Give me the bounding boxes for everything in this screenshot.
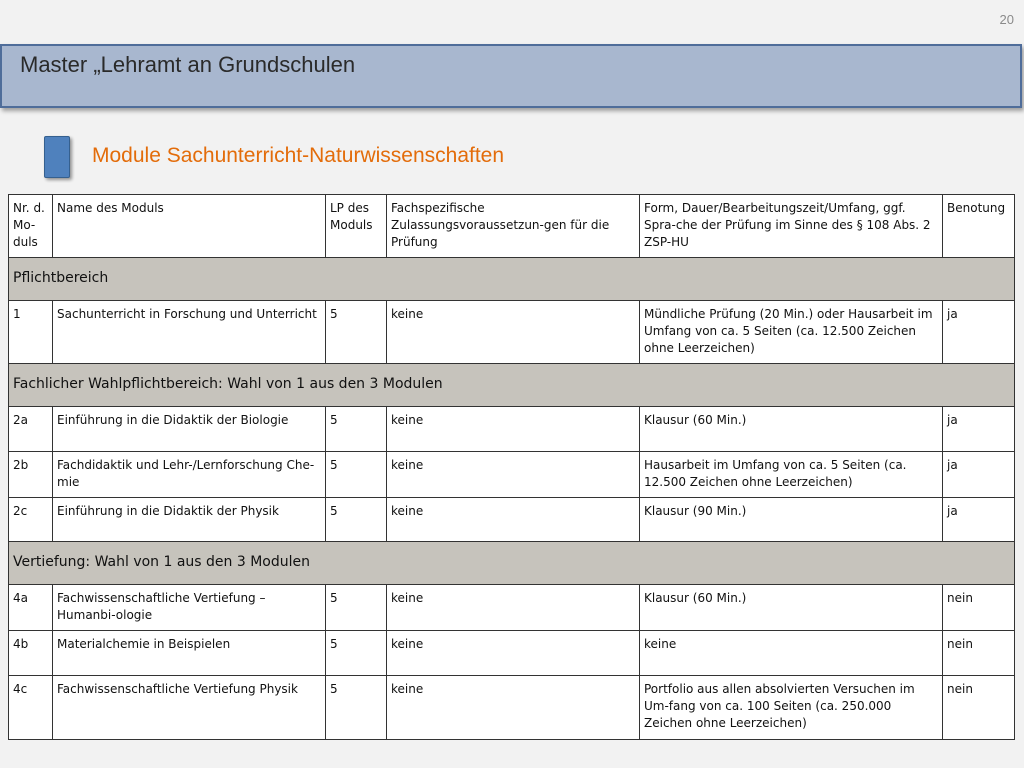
header-zulassung: Fachspezifische Zulassungsvoraussetzun-gen für die Prüfung: [387, 195, 640, 258]
slide-subtitle: Module Sachunterricht-Naturwissenschaften: [92, 144, 505, 167]
cell-nr: 4c: [9, 676, 53, 740]
cell-name: Materialchemie in Beispielen: [53, 631, 326, 676]
cell-name: Fachdidaktik und Lehr-/Lernforschung Che-mie: [53, 452, 326, 498]
section-title: Pflichtbereich: [9, 258, 1015, 301]
cell-lp: 5: [326, 585, 387, 631]
header-form: Form, Dauer/Bearbeitungszeit/Umfang, ggf. Spra-che der Prüfung im Sinne des § 108 Abs. 2 ZSP-HU: [640, 195, 943, 258]
cell-form: Klausur (90 Min.): [640, 498, 943, 542]
cell-form: Hausarbeit im Umfang von ca. 5 Seiten (ca. 12.500 Zeichen ohne Leerzeichen): [640, 452, 943, 498]
cell-zulassung: keine: [387, 452, 640, 498]
cell-lp: 5: [326, 452, 387, 498]
cell-name: Fachwissenschaftliche Vertiefung Physik: [53, 676, 326, 740]
cell-nr: 1: [9, 301, 53, 364]
table-row: [9, 676, 1015, 740]
header-nr: Nr. d. Mo-duls: [9, 195, 53, 258]
cell-lp: 5: [326, 676, 387, 740]
cell-form: keine: [640, 631, 943, 676]
table-header-row: [9, 195, 1015, 258]
cell-zulassung: keine: [387, 301, 640, 364]
section-row: [9, 258, 1015, 301]
cell-name: Fachwissenschaftliche Vertiefung – Humanbi-ologie: [53, 585, 326, 631]
module-table-container: [8, 194, 1014, 740]
cell-form: Mündliche Prüfung (20 Min.) oder Hausarbeit im Umfang von ca. 5 Seiten (ca. 12.500 Zeichen ohne Leerzeichen): [640, 301, 943, 364]
cell-lp: 5: [326, 301, 387, 364]
cell-benotung: nein: [943, 631, 1015, 676]
header-lp: LP des Moduls: [326, 195, 387, 258]
cell-lp: 5: [326, 631, 387, 676]
cell-nr: 2c: [9, 498, 53, 542]
cell-zulassung: keine: [387, 585, 640, 631]
cell-zulassung: keine: [387, 631, 640, 676]
cell-name: Einführung in die Didaktik der Biologie: [53, 407, 326, 452]
cell-lp: 5: [326, 498, 387, 542]
table-row: [9, 301, 1015, 364]
cell-benotung: ja: [943, 452, 1015, 498]
table-row: [9, 498, 1015, 542]
cell-benotung: ja: [943, 301, 1015, 364]
cell-lp: 5: [326, 407, 387, 452]
cell-nr: 4b: [9, 631, 53, 676]
bullet-square-icon: [44, 136, 70, 178]
header-name: Name des Moduls: [53, 195, 326, 258]
cell-nr: 2b: [9, 452, 53, 498]
cell-form: Klausur (60 Min.): [640, 585, 943, 631]
cell-name: Einführung in die Didaktik der Physik: [53, 498, 326, 542]
cell-nr: 4a: [9, 585, 53, 631]
module-table: [8, 194, 1015, 740]
table-row: [9, 631, 1015, 676]
title-bar: [0, 44, 1022, 108]
section-row: [9, 542, 1015, 585]
cell-name: Sachunterricht in Forschung und Unterricht: [53, 301, 326, 364]
table-row: [9, 407, 1015, 452]
section-title: Vertiefung: Wahl von 1 aus den 3 Modulen: [9, 542, 1015, 585]
slide-title: Master „Lehramt an Grundschulen: [20, 52, 356, 77]
cell-benotung: ja: [943, 407, 1015, 452]
section-title: Fachlicher Wahlpflichtbereich: Wahl von 1 aus den 3 Modulen: [9, 364, 1015, 407]
cell-benotung: nein: [943, 676, 1015, 740]
cell-nr: 2a: [9, 407, 53, 452]
cell-form: Klausur (60 Min.): [640, 407, 943, 452]
header-benotung: Benotung: [943, 195, 1015, 258]
cell-benotung: ja: [943, 498, 1015, 542]
cell-zulassung: keine: [387, 676, 640, 740]
table-row: [9, 585, 1015, 631]
section-row: [9, 364, 1015, 407]
cell-zulassung: keine: [387, 407, 640, 452]
cell-zulassung: keine: [387, 498, 640, 542]
table-row: [9, 452, 1015, 498]
cell-benotung: nein: [943, 585, 1015, 631]
cell-form: Portfolio aus allen absolvierten Versuchen im Um-fang von ca. 100 Seiten (ca. 250.000 Zeichen ohne Leerzeichen): [640, 676, 943, 740]
slide-number: 20: [999, 12, 1014, 27]
